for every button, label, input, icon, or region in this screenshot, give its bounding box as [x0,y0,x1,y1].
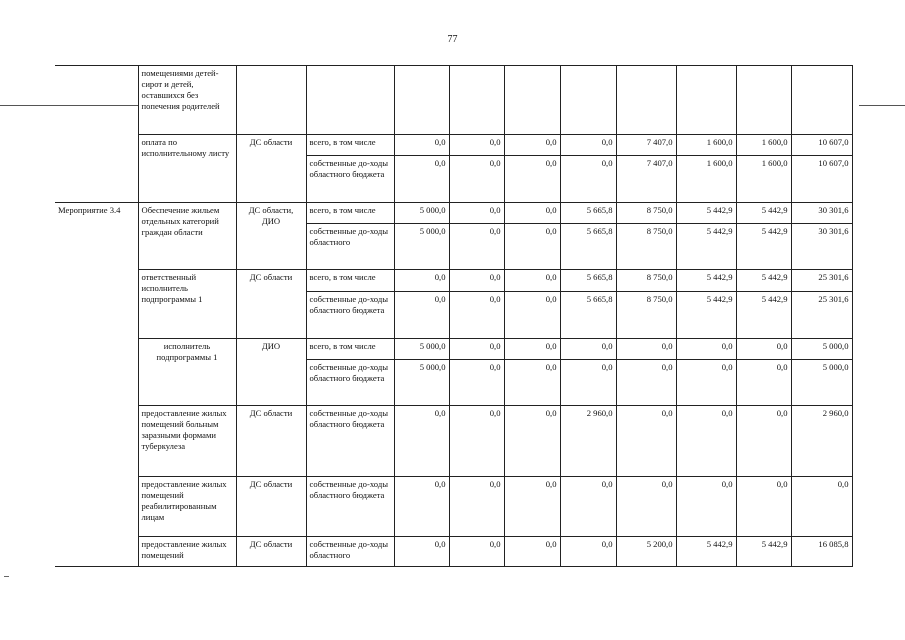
funding-type-cell: собственные до-ходы областного бюджета [306,477,394,537]
value-cell: 0,0 [736,477,791,537]
value-cell: 0,0 [449,360,504,406]
funding-type-cell: собственные до-ходы областного [306,224,394,270]
value-cell: 0,0 [394,292,449,339]
value-cell: 5 000,0 [394,224,449,270]
value-cell: 0,0 [394,156,449,203]
value-cell: 0,0 [504,224,560,270]
value-cell: 1 600,0 [676,156,736,203]
value-cell: 0,0 [676,360,736,406]
value-cell [394,66,449,135]
value-cell: 0,0 [736,406,791,477]
value-cell: 7 407,0 [616,135,676,156]
value-cell: 0,0 [504,203,560,224]
value-cell: 0,0 [394,135,449,156]
executor-cell: ДС области [236,135,306,203]
value-cell: 0,0 [616,406,676,477]
budget-table [55,65,853,567]
edge-mark [4,576,9,577]
description-cell: исполнитель подпрограммы 1 [138,339,236,406]
description-cell: оплата по исполнительному листу [138,135,236,203]
value-cell: 0,0 [736,339,791,360]
value-cell: 8 750,0 [616,203,676,224]
table-row [55,537,852,567]
description-cell: предоставление жилых помещений [138,537,236,567]
value-cell: 8 750,0 [616,292,676,339]
value-cell: 0,0 [504,292,560,339]
value-cell: 30 301,6 [791,203,852,224]
funding-type-cell: всего, в том числе [306,270,394,292]
funding-type-cell: всего, в том числе [306,339,394,360]
executor-cell: ДС области [236,477,306,537]
value-cell [616,66,676,135]
value-cell: 5 442,9 [736,224,791,270]
value-cell: 0,0 [616,360,676,406]
value-cell: 5 000,0 [791,339,852,360]
value-cell: 0,0 [449,224,504,270]
value-cell: 0,0 [560,156,616,203]
value-cell: 0,0 [676,406,736,477]
value-cell: 0,0 [504,360,560,406]
value-cell: 0,0 [394,537,449,567]
funding-type-cell: собственные до-ходы областного бюджета [306,156,394,203]
value-cell: 5 442,9 [736,537,791,567]
value-cell: 0,0 [560,360,616,406]
value-cell: 5 442,9 [676,292,736,339]
table-row [55,135,852,156]
page-number: 77 [447,34,458,45]
value-cell: 5 442,9 [736,292,791,339]
value-cell: 0,0 [676,477,736,537]
value-cell: 1 600,0 [736,156,791,203]
measure-cell [55,66,138,203]
value-cell: 8 750,0 [616,270,676,292]
value-cell: 0,0 [449,406,504,477]
value-cell: 0,0 [560,537,616,567]
value-cell: 0,0 [504,135,560,156]
value-cell: 5 442,9 [676,537,736,567]
value-cell: 5 665,8 [560,270,616,292]
value-cell: 0,0 [449,203,504,224]
value-cell [560,66,616,135]
value-cell: 0,0 [616,477,676,537]
description-cell: Обеспечение жильем отдельных категорий граждан области [138,203,236,270]
funding-type-cell: собственные до-ходы областного бюджета [306,292,394,339]
value-cell: 2 960,0 [560,406,616,477]
value-cell: 30 301,6 [791,224,852,270]
table-row [55,339,852,360]
funding-type-cell: всего, в том числе [306,135,394,156]
executor-cell: ДС области [236,406,306,477]
value-cell: 8 750,0 [616,224,676,270]
fold-line-right [859,105,905,106]
funding-type-cell: всего, в том числе [306,203,394,224]
executor-cell: ДС области, ДИО [236,203,306,270]
table-row [55,66,852,135]
executor-cell [236,66,306,135]
value-cell: 1 600,0 [736,135,791,156]
value-cell: 2 960,0 [791,406,852,477]
value-cell: 0,0 [504,156,560,203]
value-cell: 0,0 [736,360,791,406]
value-cell: 0,0 [449,156,504,203]
value-cell: 0,0 [676,339,736,360]
value-cell: 0,0 [616,339,676,360]
value-cell: 0,0 [394,270,449,292]
table-row [55,270,852,292]
value-cell: 0,0 [504,406,560,477]
value-cell: 25 301,6 [791,270,852,292]
value-cell: 0,0 [560,135,616,156]
value-cell: 5 000,0 [394,360,449,406]
value-cell: 5 000,0 [394,203,449,224]
table-row [55,477,852,537]
value-cell: 5 442,9 [676,270,736,292]
table-row [55,203,852,224]
value-cell: 0,0 [504,477,560,537]
value-cell: 5 442,9 [676,224,736,270]
value-cell: 5 200,0 [616,537,676,567]
value-cell: 7 407,0 [616,156,676,203]
description-cell: предоставление жилых помещений больным заразными формами туберкулеза [138,406,236,477]
value-cell: 0,0 [504,537,560,567]
executor-cell: ДИО [236,339,306,406]
value-cell [504,66,560,135]
value-cell: 0,0 [449,339,504,360]
description-cell: помещениями детей-сирот и детей, оставшихся без попечения родителей [138,66,236,135]
value-cell: 0,0 [560,477,616,537]
value-cell: 0,0 [449,270,504,292]
value-cell: 5 665,8 [560,292,616,339]
value-cell: 0,0 [449,292,504,339]
value-cell: 16 085,8 [791,537,852,567]
funding-type-cell: собственные до-ходы областного бюджета [306,406,394,477]
value-cell [736,66,791,135]
value-cell: 25 301,6 [791,292,852,339]
value-cell: 5 665,8 [560,203,616,224]
value-cell: 0,0 [504,339,560,360]
value-cell [449,66,504,135]
value-cell [791,66,852,135]
value-cell: 0,0 [791,477,852,537]
funding-type-cell: собственные до-ходы областного бюджета [306,360,394,406]
value-cell: 0,0 [504,270,560,292]
value-cell [676,66,736,135]
value-cell: 0,0 [560,339,616,360]
executor-cell: ДС области [236,270,306,339]
value-cell: 5 665,8 [560,224,616,270]
description-cell: ответственный исполнитель подпрограммы 1 [138,270,236,339]
value-cell: 5 000,0 [394,339,449,360]
executor-cell: ДС области [236,537,306,567]
value-cell: 0,0 [449,537,504,567]
funding-type-cell: собственные до-ходы областного [306,537,394,567]
measure-label: Мероприятие 3.4 [55,203,138,567]
value-cell: 5 442,9 [736,203,791,224]
value-cell: 0,0 [449,477,504,537]
value-cell: 0,0 [394,406,449,477]
value-cell: 5 442,9 [676,203,736,224]
table-row [55,406,852,477]
funding-type-cell [306,66,394,135]
value-cell: 10 607,0 [791,135,852,156]
value-cell: 5 000,0 [791,360,852,406]
value-cell: 10 607,0 [791,156,852,203]
value-cell: 0,0 [394,477,449,537]
value-cell: 5 442,9 [736,270,791,292]
value-cell: 1 600,0 [676,135,736,156]
value-cell: 0,0 [449,135,504,156]
description-cell: предоставление жилых помещений реабилитированным лицам [138,477,236,537]
